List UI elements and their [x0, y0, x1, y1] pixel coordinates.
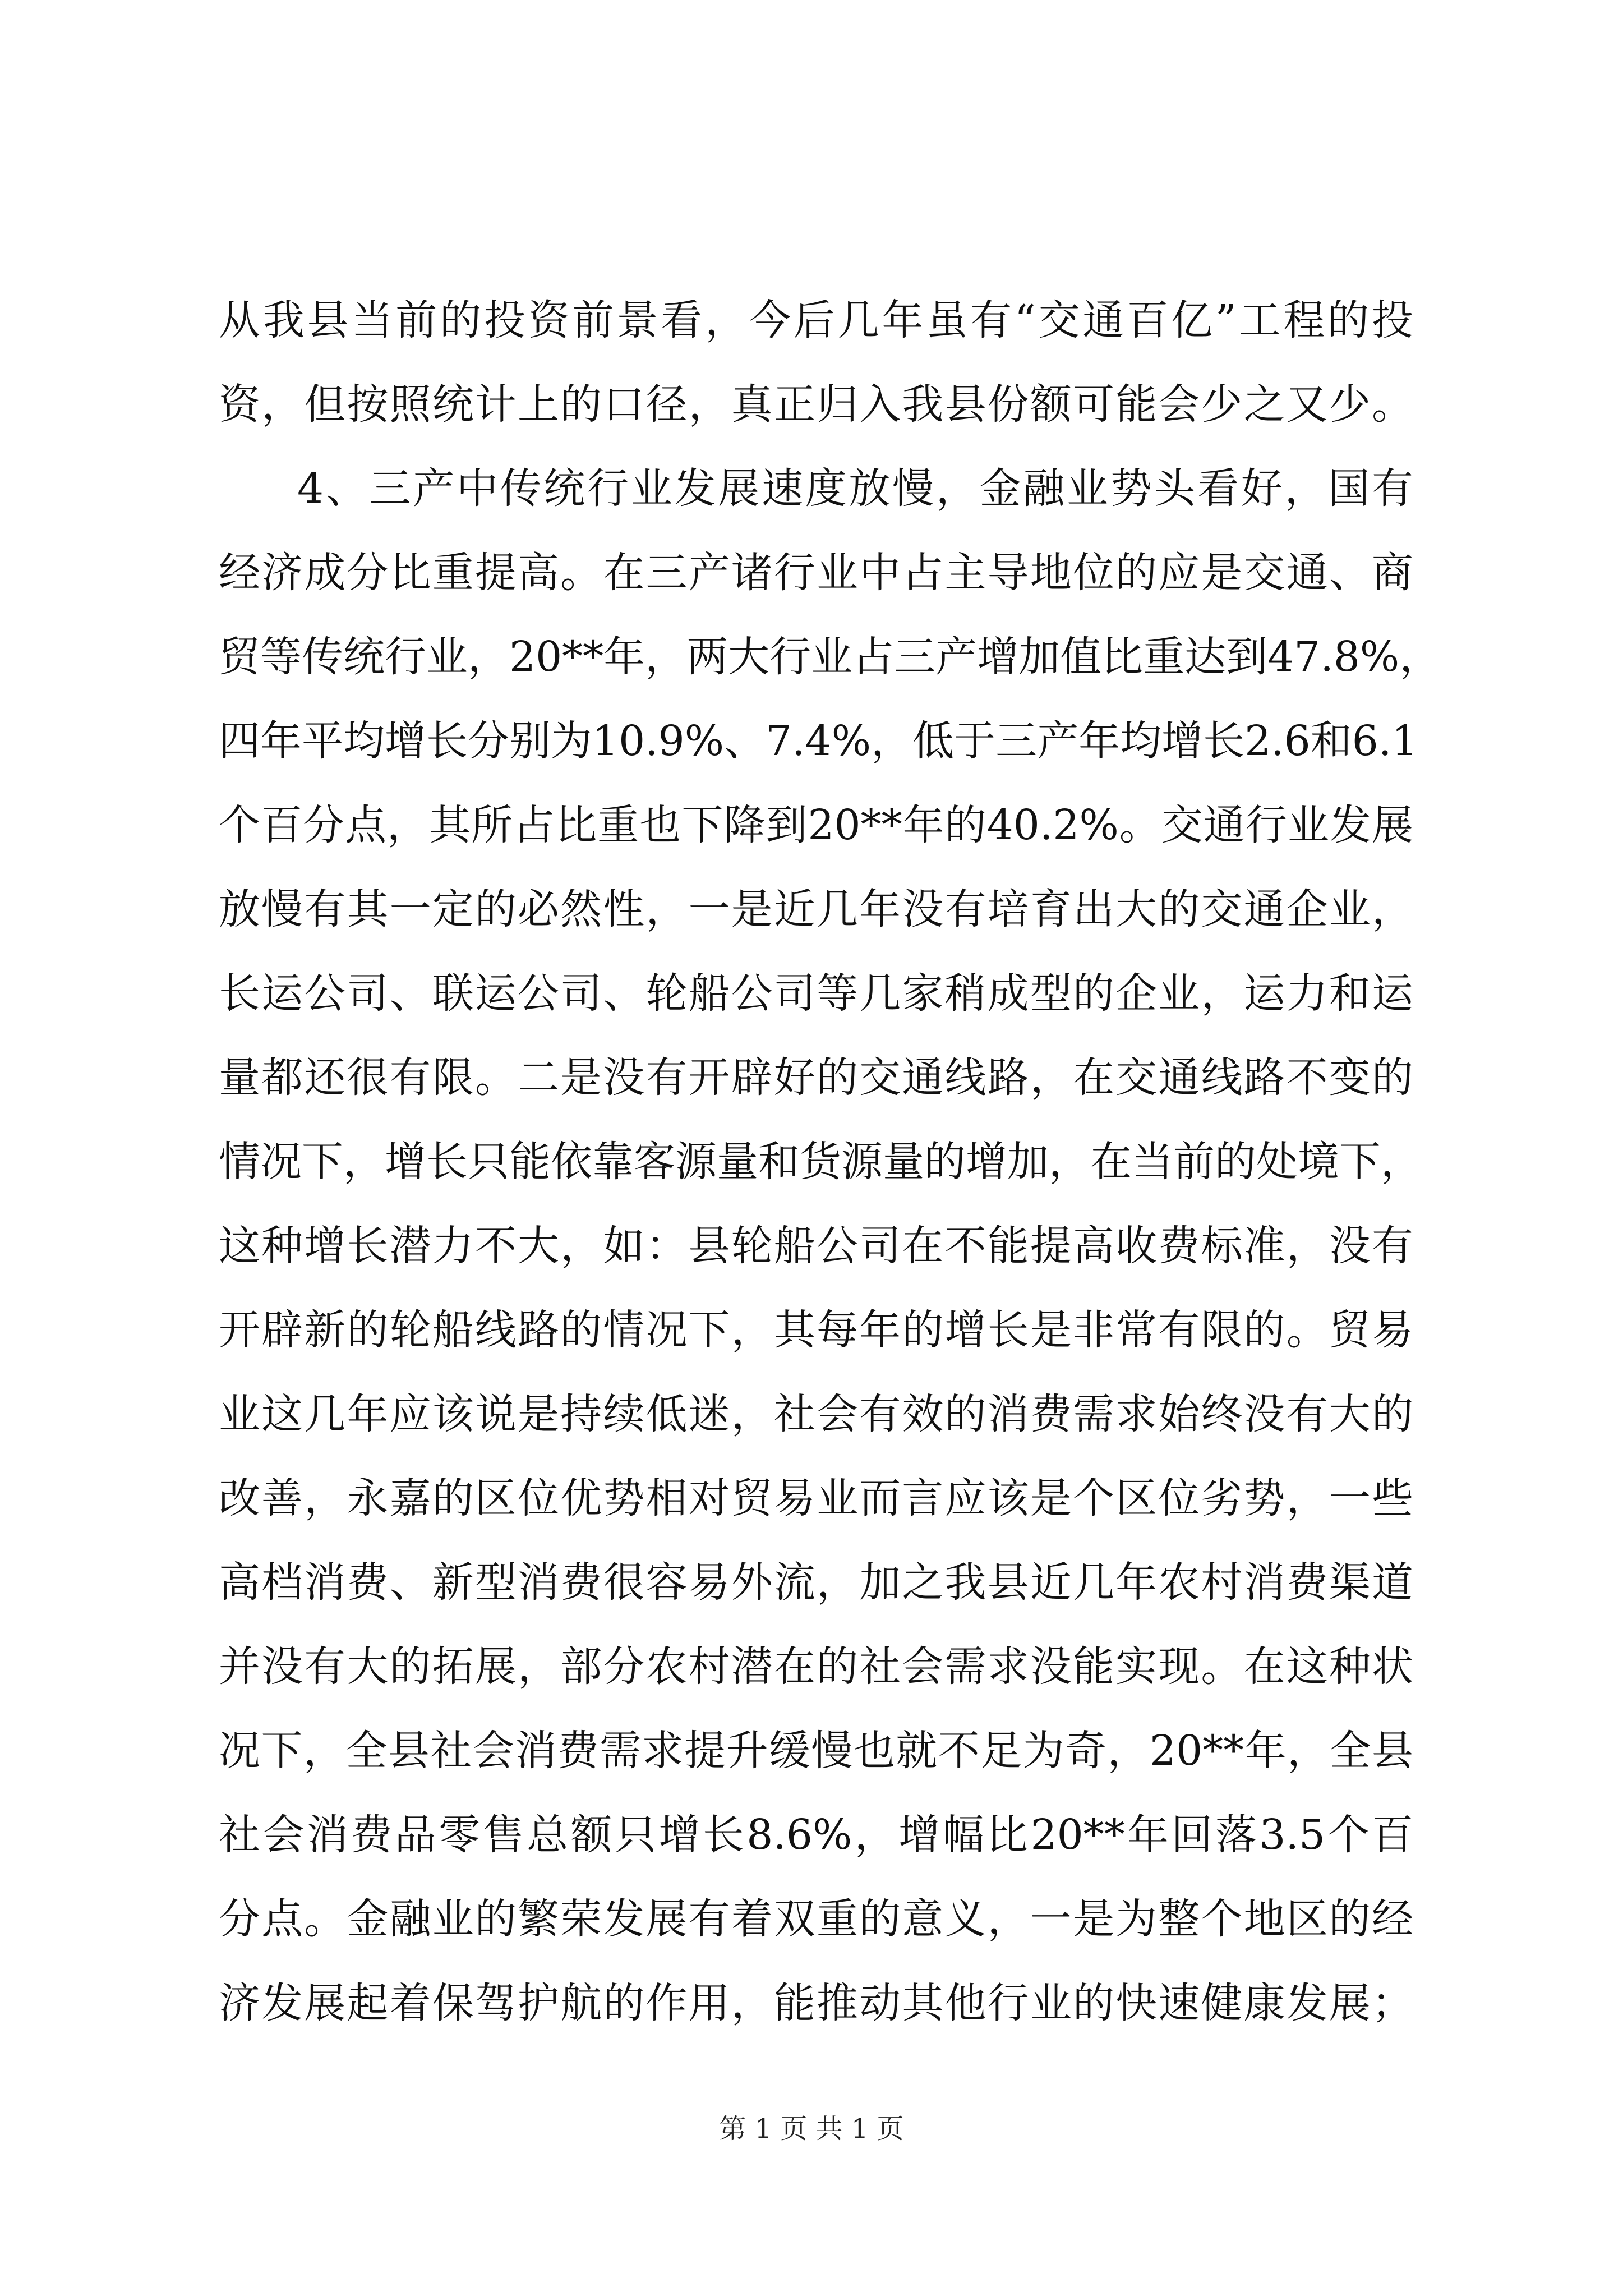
paragraph-line: 业这几年应该说是持续低迷，社会有效的消费需求始终没有大的	[219, 1390, 1413, 1438]
paragraph-line: 改善，永嘉的区位优势相对贸易业而言应该是个区位劣势，一些	[219, 1474, 1413, 1522]
paragraph-line: 长运公司、联运公司、轮船公司等几家稍成型的企业，运力和运	[219, 969, 1413, 1018]
paragraph-line: 并没有大的拓展，部分农村潜在的社会需求没能实现。在这种状	[219, 1642, 1413, 1691]
paragraph-line: 开辟新的轮船线路的情况下，其每年的增长是非常有限的。贸易	[219, 1306, 1413, 1354]
paragraph-line: 从我县当前的投资前景看，今后几年虽有“交通百亿”工程的投	[219, 296, 1413, 344]
page-footer: 第 1 页 共 1 页	[719, 2113, 904, 2145]
paragraph-line: 资，但按照统计上的口径，真正归入我县份额可能会少之又少。	[219, 380, 1413, 429]
paragraph-line: 4、三产中传统行业发展速度放慢，金融业势头看好，国有	[297, 464, 1413, 513]
paragraph-line: 分点。金融业的繁荣发展有着双重的意义，一是为整个地区的经	[219, 1895, 1413, 1943]
paragraph-line: 四年平均增长分别为10.9%、7.4%，低于三产年均增长2.6和6.1	[219, 717, 1418, 765]
paragraph-line: 况下，全县社会消费需求提升缓慢也就不足为奇，20**年，全县	[219, 1727, 1413, 1775]
paragraph-line: 社会消费品零售总额只增长8.6%，增幅比20**年回落3.5个百	[219, 1811, 1413, 1859]
paragraph-line: 量都还很有限。二是没有开辟好的交通线路，在交通线路不变的	[219, 1053, 1413, 1102]
paragraph-line: 这种增长潜力不大，如：县轮船公司在不能提高收费标准，没有	[219, 1222, 1413, 1270]
paragraph-line: 个百分点，其所占比重也下降到20**年的40.2%。交通行业发展	[219, 801, 1413, 849]
paragraph-line: 济发展起着保驾护航的作用，能推动其他行业的快速健康发展；	[219, 1979, 1413, 2027]
paragraph-line: 放慢有其一定的必然性，一是近几年没有培育出大的交通企业，	[219, 885, 1413, 933]
paragraph-line: 情况下，增长只能依靠客源量和货源量的增加，在当前的处境下，	[219, 1138, 1422, 1186]
paragraph-line: 经济成分比重提高。在三产诸行业中占主导地位的应是交通、商	[219, 549, 1413, 597]
paragraph-line: 贸等传统行业，20**年，两大行业占三产增加值比重达到47.8%，	[219, 633, 1441, 681]
paragraph-line: 高档消费、新型消费很容易外流，加之我县近几年农村消费渠道	[219, 1558, 1413, 1607]
